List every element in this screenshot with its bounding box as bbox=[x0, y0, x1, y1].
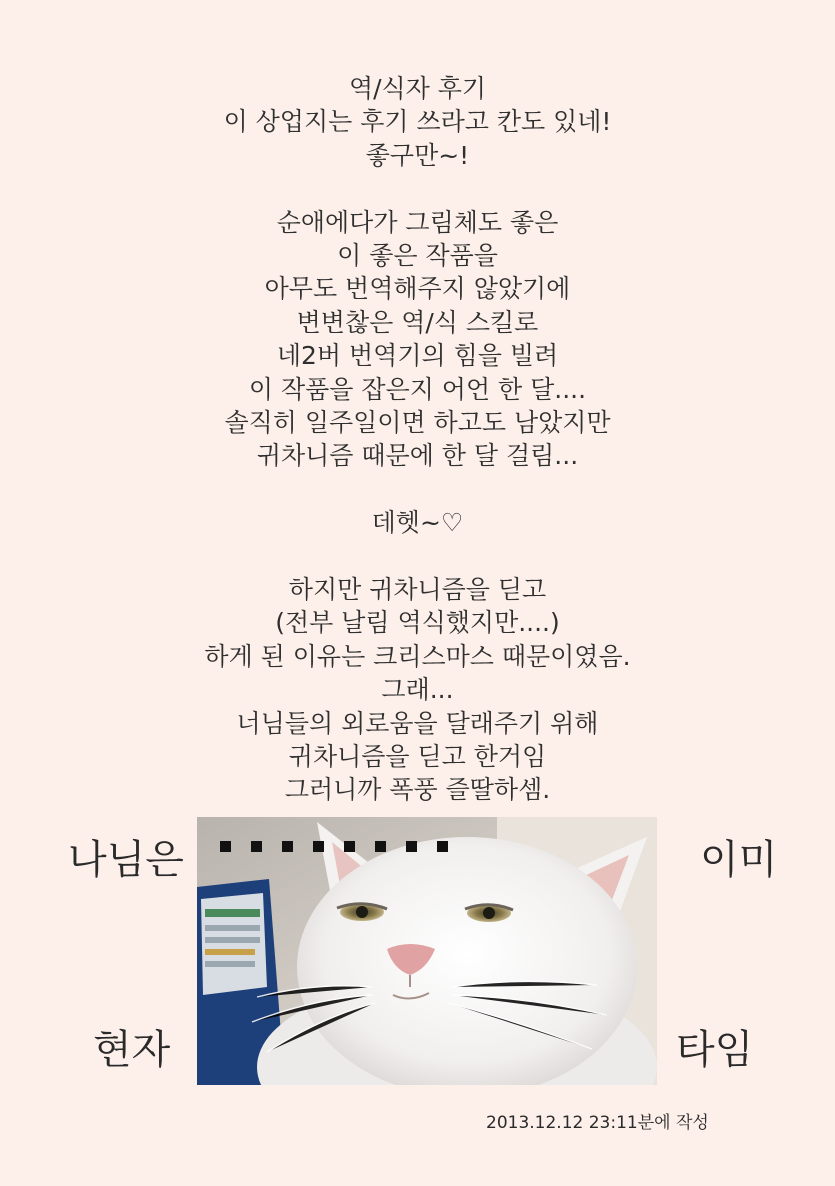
dot-mark bbox=[406, 841, 417, 852]
caption-bottom-right: 타임 bbox=[676, 1027, 754, 1073]
written-timestamp: 2013.12.12 23:11분에 작성 bbox=[486, 1113, 709, 1133]
poem-line: 아무도 번역해주지 않았기에 bbox=[264, 274, 571, 304]
caption-top-left: 나님은 bbox=[68, 837, 184, 883]
poem-line: 이 좋은 작품을 bbox=[337, 241, 498, 271]
poem-line: 그러니까 폭풍 즐딸하셈. bbox=[284, 775, 551, 805]
dot-mark bbox=[437, 841, 448, 852]
dot-mark bbox=[251, 841, 262, 852]
cat-photo bbox=[197, 817, 657, 1085]
dot-mark bbox=[375, 841, 386, 852]
poem-line bbox=[0, 172, 835, 205]
poem-line: 역/식자 후기 bbox=[348, 74, 487, 103]
poem-line: 순애에다가 그림체도 좋은 bbox=[276, 207, 559, 237]
dot-mark bbox=[282, 841, 293, 852]
poem-line: 너님들의 외로움을 달래주기 위해 bbox=[236, 708, 599, 738]
dot-mark bbox=[313, 841, 324, 852]
dot-mark bbox=[344, 841, 355, 852]
afterword-text bbox=[0, 72, 835, 807]
poem-line: 귀차니즘 때문에 한 달 걸림... bbox=[256, 441, 579, 471]
caption-top-right: 이미 bbox=[700, 837, 778, 883]
poem-line: 하지만 귀차니즘을 딛고 bbox=[288, 575, 547, 605]
caption-bottom-left: 현자 bbox=[93, 1027, 171, 1073]
dot-mark bbox=[220, 841, 231, 852]
poem-line: 데헷~♡ bbox=[371, 508, 464, 538]
poem-line: 그래... bbox=[381, 675, 454, 705]
ellipsis-dots bbox=[220, 841, 448, 853]
poem-line: 하게 된 이유는 크리스마스 때문이였음. bbox=[204, 641, 631, 671]
poem-line: (전부 날림 역식했지만....) bbox=[275, 608, 560, 638]
poem-line: 좋구만~! bbox=[365, 140, 470, 170]
poem-line: 변변찮은 역/식 스킬로 bbox=[296, 307, 539, 337]
poem-line bbox=[0, 540, 835, 573]
poem-line: 이 작품을 잡은지 어언 한 달.... bbox=[248, 374, 587, 404]
poem-line bbox=[0, 473, 835, 506]
poem-line: 솔직히 일주일이면 하고도 남았지만 bbox=[224, 408, 611, 438]
poem-line: 이 상업지는 후기 쓰라고 칸도 있네! bbox=[223, 107, 612, 137]
poem-line: 귀차니즘을 딛고 한거임 bbox=[288, 742, 547, 772]
poem-line: 네2버 번역기의 힘을 빌려 bbox=[276, 341, 559, 371]
